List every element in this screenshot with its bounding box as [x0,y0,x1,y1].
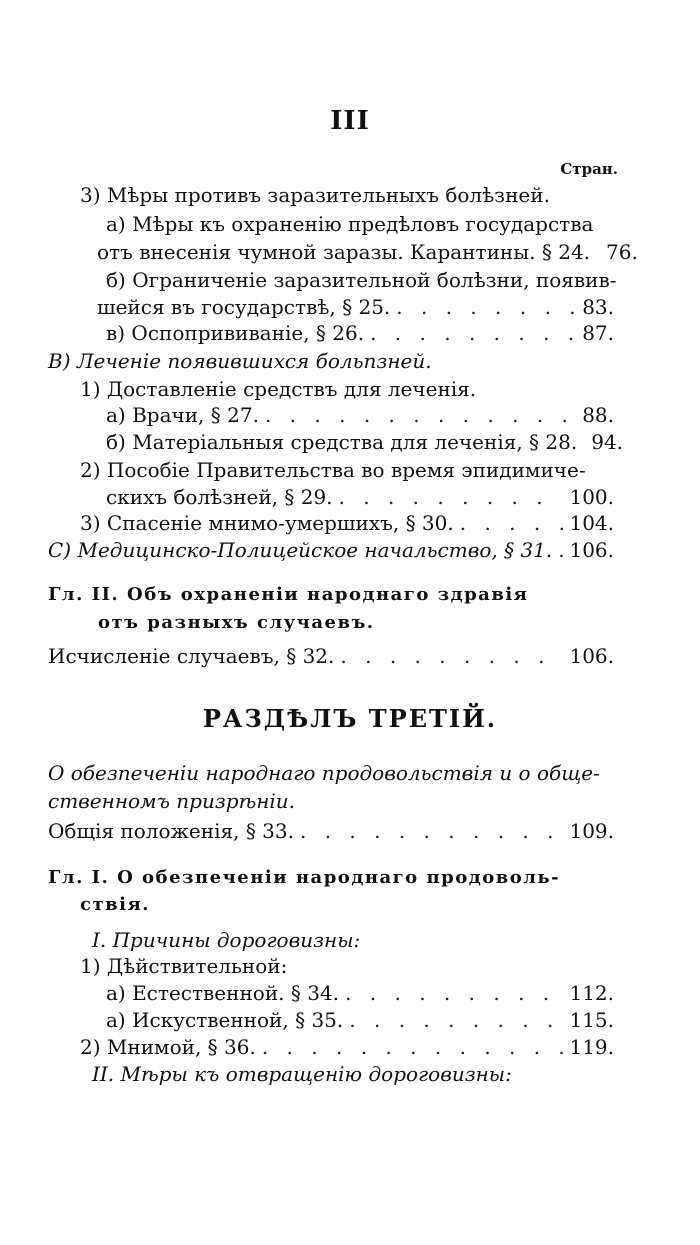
part-subtitle: ственномъ призрѣніи. [48,789,296,813]
toc-entry: шейся въ государствѣ, § 25. . . . 83. [97,292,614,322]
column-header-pages: Стран. [560,160,618,178]
part-subtitle: О обезпеченіи народнаго продовольствія и о обще- [48,761,600,785]
leader-dots [265,400,576,430]
leader-dots [370,318,576,348]
toc-subheading: II. Мѣры къ отвращенію дороговизны: [92,1062,512,1086]
leader-dots [300,816,563,846]
section-heading: РАЗДѢЛЪ ТРЕТІЙ. [202,704,498,733]
toc-entry: 3) Мѣры противъ заразительныхъ болѣзней. [80,183,550,207]
chapter-title: Гл. II. Объ охраненіи народнаго здравія [48,584,529,605]
chapter-title: отъ разныхъ случаевъ. [98,612,375,633]
leader-dots [262,1032,564,1062]
toc-entry: в) Оспопрививаніе, § 26. . . . 87. [106,318,614,348]
leader-dots [340,641,563,671]
toc-entry: б) Ограниченіе заразительной болѣзни, появив- [106,268,617,292]
leader-dots [460,508,564,538]
toc-entry: а) Естественной. § 34. . . . 112. [106,978,614,1008]
toc-entry: 2) Пособіе Правительства во время эпидимиче- [80,458,586,482]
chapter-title: ствія. [80,894,151,915]
toc-section-heading: В) Леченіе появившихся больпзней. [48,349,432,373]
toc-entry: отъ внесенія чумной заразы. Карантины. § 24. 76. [97,240,638,264]
toc-entry: Общія положенія, § 33. . . . 109. [48,816,614,846]
chapter-title: Гл. I. О обезпеченіи народнаго продоволь- [48,867,561,888]
page-number: III [330,106,370,136]
toc-entry: б) Матеріальныя средства для леченія, § 28. 94. [106,430,624,454]
toc-entry: 1) Дѣйствительной: [80,954,288,978]
toc-entry: Исчисленіе случаевъ, § 32. . . . 106. [48,641,614,671]
toc-entry: 3) Спасеніе мнимо-умершихъ, § 30. . . . 104. [80,508,614,538]
toc-entry: 2) Мнимой, § 36. . . . 119. [80,1032,614,1062]
leader-dots [349,1005,563,1035]
toc-entry: а) Мѣры къ охраненію предѣловъ государства [106,212,594,236]
toc-entry: скихъ болѣзней, § 29. . . . 100. [106,482,614,512]
toc-section-heading: С) Медицинско-Полицейское начальство, § 31. . . . 106. [48,535,614,565]
leader-dots [558,535,563,565]
leader-dots [345,978,563,1008]
toc-subheading: I. Причины дороговизны: [92,928,361,952]
toc-entry: 1) Доставленіе средствъ для леченія. [80,377,477,401]
toc-entry: а) Искуственной, § 35. . . . 115. [106,1005,614,1035]
toc-entry: а) Врачи, § 27. . . . 88. [106,400,614,430]
